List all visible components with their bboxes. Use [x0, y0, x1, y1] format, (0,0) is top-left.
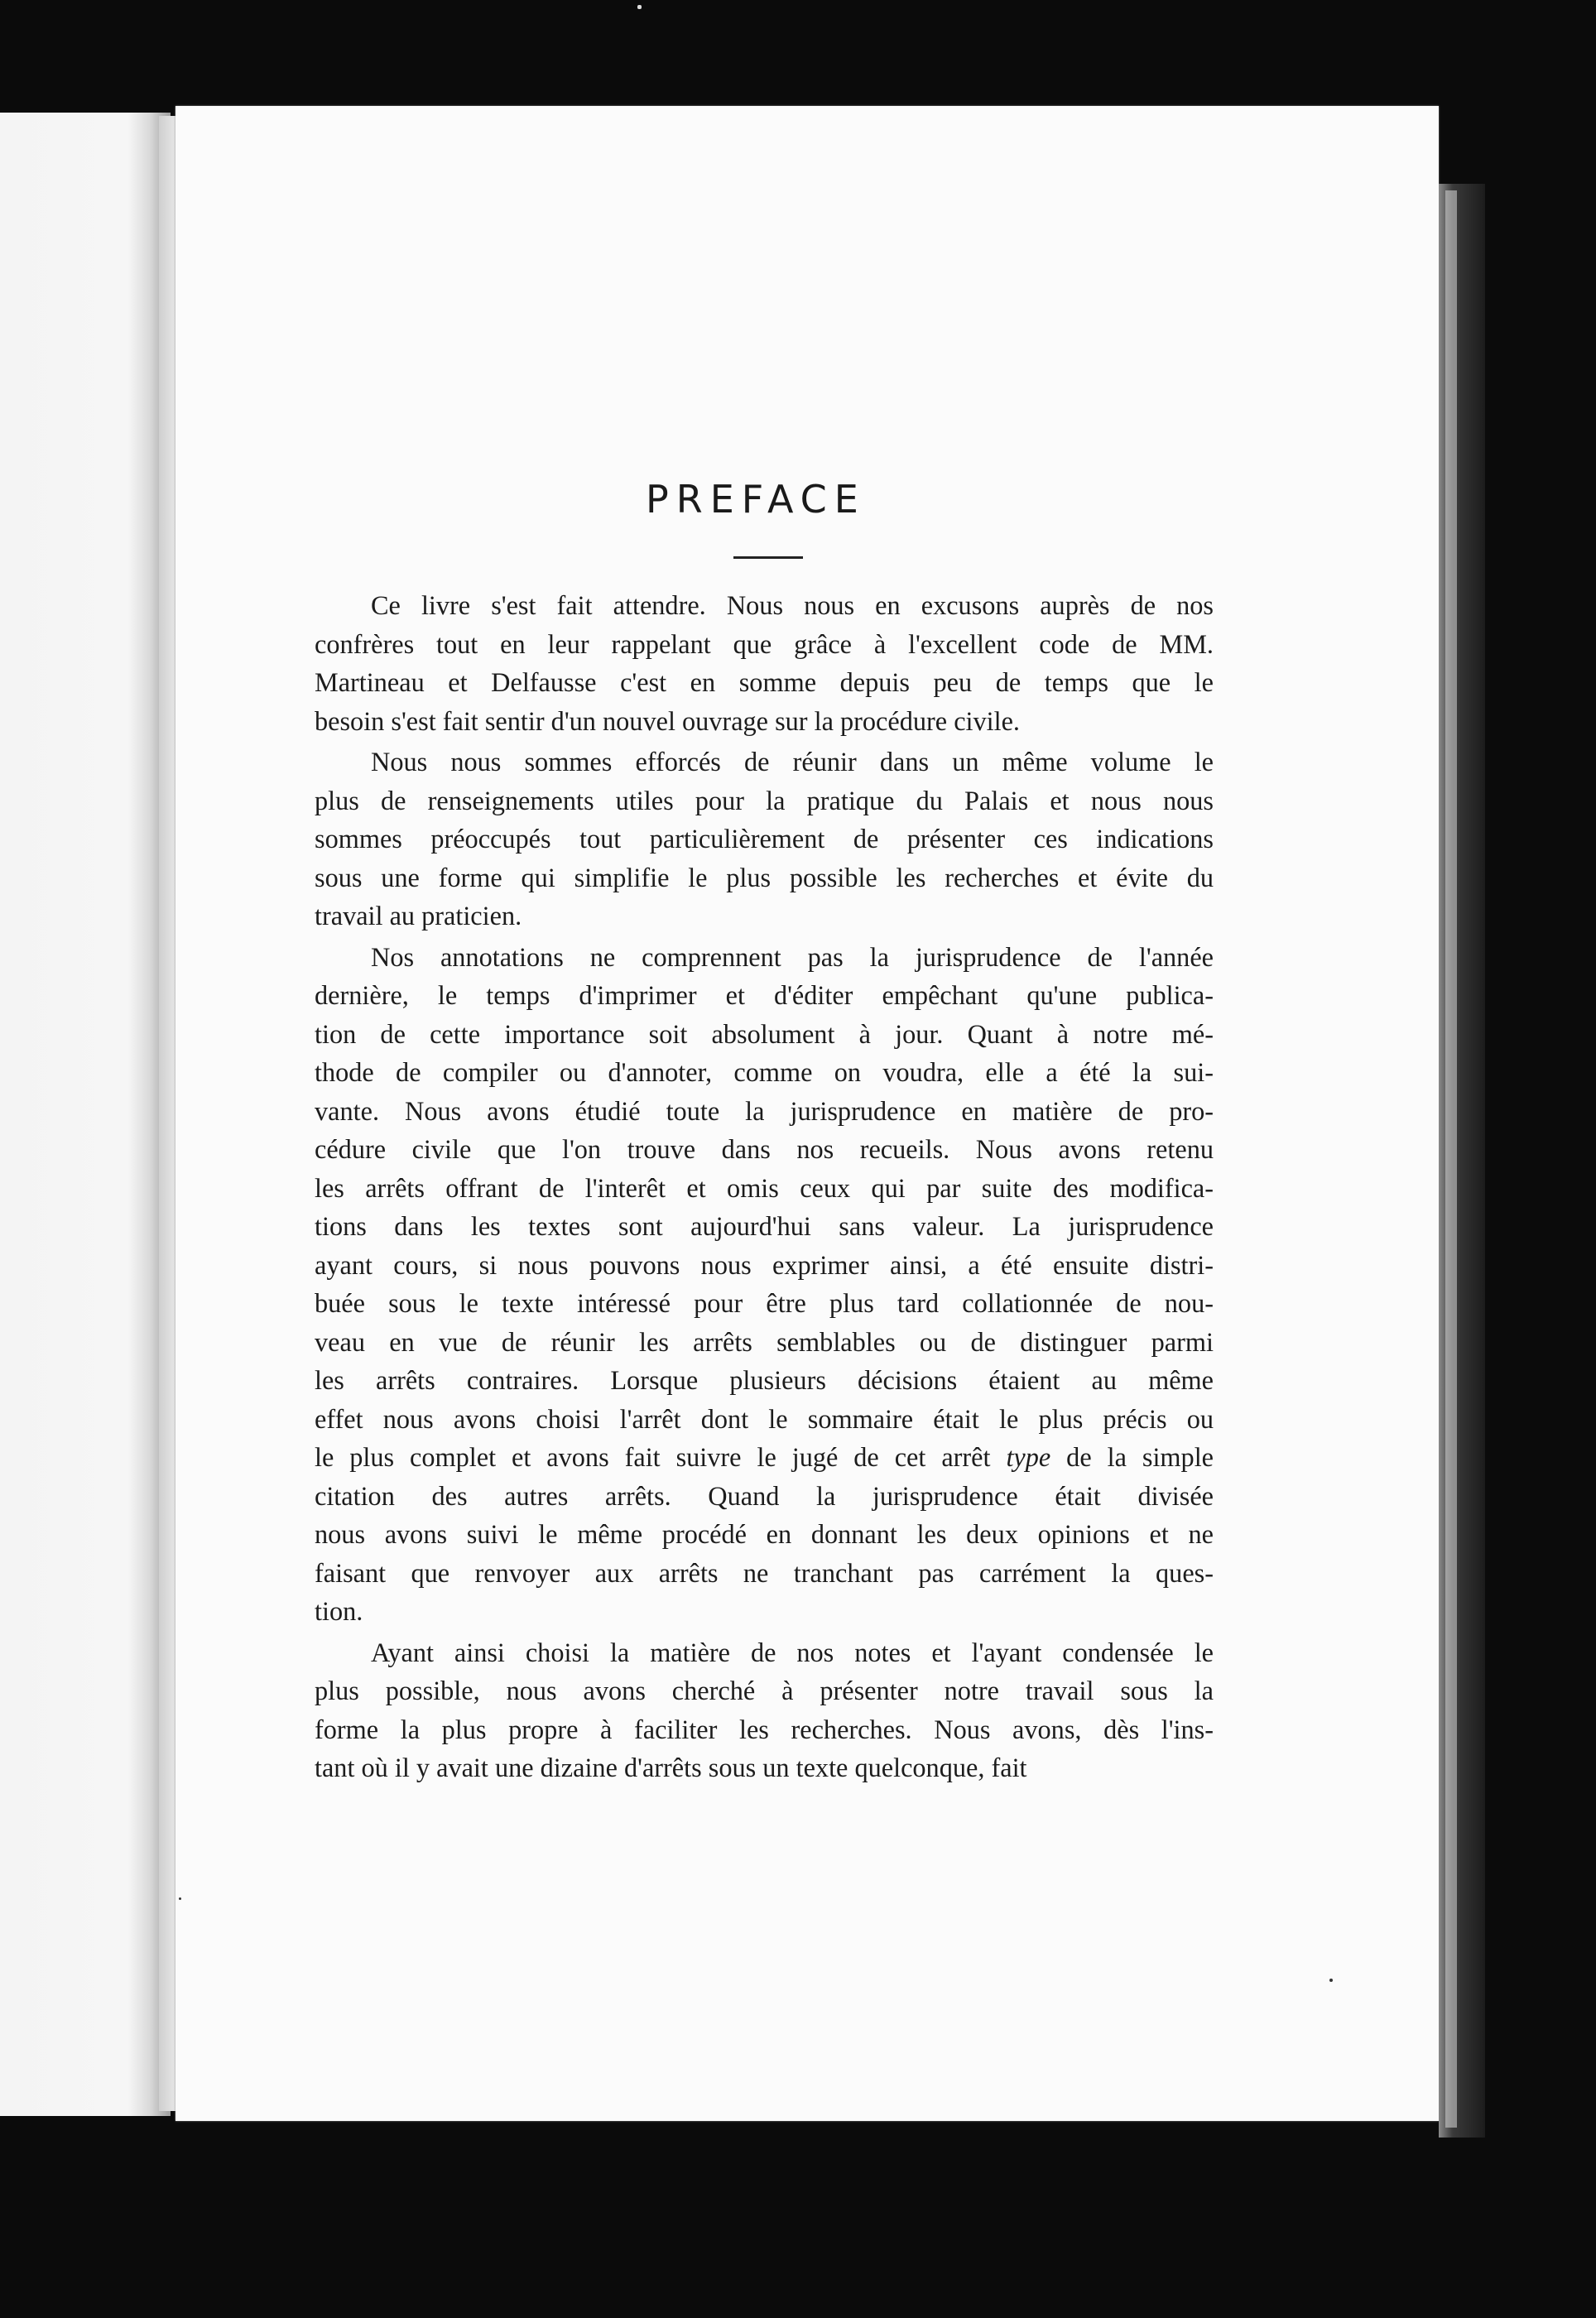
print-speck [179, 1897, 181, 1900]
text-line: veau en vue de réunir les arrêts semblables ou de distinguer parmi [315, 1326, 1214, 1357]
text-line: ayant cours, si nous pouvons nous exprimer ainsi, a été ensuite distri- [315, 1249, 1214, 1280]
text-line: thode de compiler ou d'annoter, comme on voudra, elle a été la sui- [315, 1057, 1214, 1087]
text-line: tion. [315, 1596, 363, 1626]
previous-page-edge [0, 113, 171, 2116]
text-line: les arrêts offrant de l'interêt et omis ceux qui par suite des modifica- [315, 1172, 1214, 1203]
print-speck [1329, 1979, 1333, 1982]
text-line: Martineau et Delfausse c'est en somme depuis peu de temps que le [315, 667, 1214, 697]
text-line: Ce livre s'est fait attendre. Nous nous en excusons auprès de nos [371, 590, 1214, 620]
text-line: citation des autres arrêts. Quand la jurisprudence était divisée [315, 1480, 1214, 1511]
paragraph [315, 938, 1214, 1631]
scan-speck [637, 5, 642, 9]
paragraph [315, 743, 1214, 935]
text-line: besoin s'est fait sentir d'un nouvel ouvrage sur la procédure civile. [315, 705, 1021, 736]
text-line: le plus complet et avons fait suivre le jugé de cet arrêt type de la simple [315, 1442, 1214, 1472]
text-line: dernière, le temps d'imprimer et d'éditer empêchant qu'une publica- [315, 980, 1214, 1010]
paragraph [315, 586, 1214, 740]
text-line: plus possible, nous avons cherché à présenter notre travail sous la [315, 1676, 1214, 1705]
text-line: faisant que renvoyer aux arrêts ne tranchant pas carrément la ques- [315, 1557, 1214, 1588]
text-line: tions dans les textes sont aujourd'hui sans valeur. La jurisprudence [315, 1211, 1214, 1241]
paragraph [315, 1633, 1214, 1787]
text-line: Nous nous sommes efforcés de réunir dans un même volume le [371, 747, 1214, 777]
text-line: plus de renseignements utiles pour la pratique du Palais et nous nous [315, 785, 1214, 815]
cover-highlight [1445, 190, 1457, 2128]
text-line: tion de cette importance soit absolument à jour. Quant à notre mé- [315, 1018, 1214, 1049]
text-line: forme la plus propre à faciliter les recherches. Nous avons, dès l'ins- [315, 1714, 1214, 1744]
text-line: sommes préoccupés tout particulièrement de présenter ces indications [315, 824, 1214, 854]
text-line: confrères tout en leur rappelant que grâce à l'excellent code de MM. [315, 628, 1214, 659]
text-line: Nos annotations ne comprennent pas la jurisprudence de l'année [371, 941, 1214, 972]
text-line: effet nous avons choisi l'arrêt dont le sommaire était le plus précis ou [315, 1403, 1214, 1434]
page-title: PREFACE [646, 477, 866, 522]
title-rule [733, 556, 803, 559]
text-line: sous une forme qui simplifie le plus possible les recherches et évite du [315, 862, 1214, 892]
text-line: vante. Nous avons étudié toute la jurisprudence en matière de pro- [315, 1095, 1214, 1126]
preface-body [315, 586, 1214, 1790]
text-line: buée sous le texte intéressé pour être plus tard collationnée de nou- [315, 1288, 1214, 1318]
text-line: nous avons suivi le même procédé en donnant les deux opinions et ne [315, 1519, 1214, 1549]
text-line: travail au praticien. [315, 901, 522, 931]
text-line: tant où il y avait une dizaine d'arrêts sous un texte quelconque, fait [315, 1753, 1027, 1782]
text-line: les arrêts contraires. Lorsque plusieurs décisions étaient au même [315, 1365, 1214, 1395]
text-line: Ayant ainsi choisi la matière de nos notes et l'ayant condensée le [371, 1637, 1214, 1667]
text-line: cédure civile que l'on trouve dans nos recueils. Nous avons retenu [315, 1134, 1214, 1164]
